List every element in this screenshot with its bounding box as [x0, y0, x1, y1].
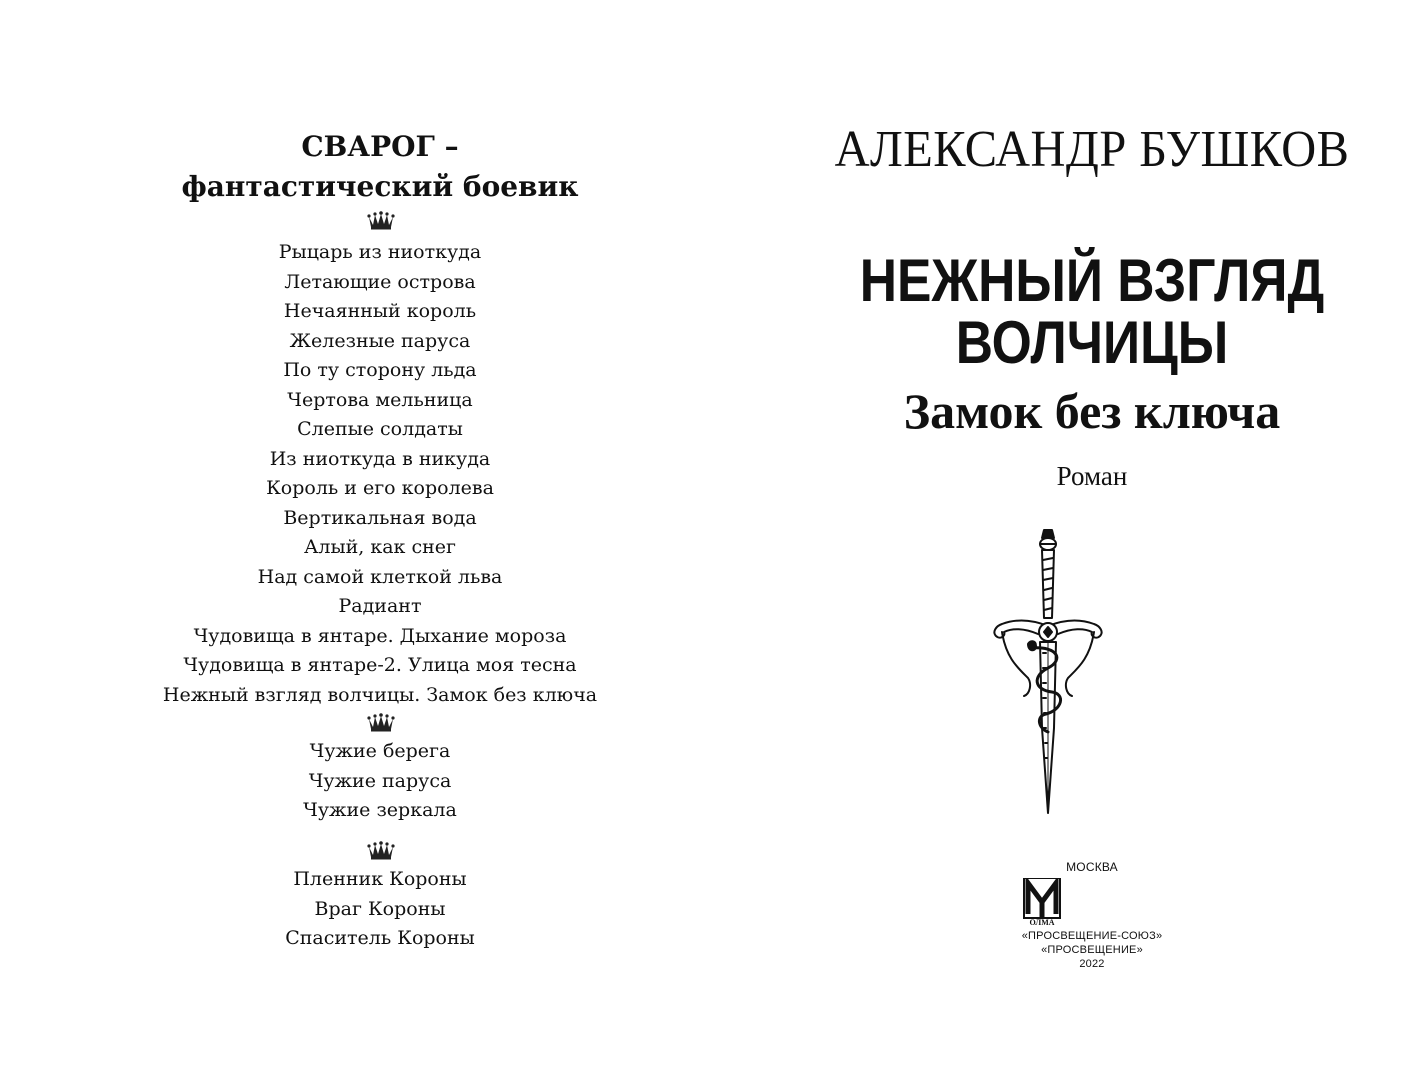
imprint-publisher-line-2: «ПРОСВЕЩЕНИЕ»: [1041, 944, 1143, 956]
imprint-publisher-line-1: «ПРОСВЕЩЕНИЕ-СОЮЗ»: [1021, 930, 1163, 942]
series-title-line-1: СВАРОГ –: [301, 130, 459, 163]
list-item: Враг Короны: [314, 897, 446, 920]
list-item: Железные паруса: [289, 329, 471, 352]
list-item: Чертова мельница: [287, 388, 473, 411]
list-item: Пленник Короны: [293, 868, 467, 890]
alien-series-list: [0, 737, 760, 826]
list-item: Радиант: [338, 595, 422, 617]
series-title-line-2: фантастический боевик: [181, 170, 579, 203]
list-item: Чужие берега: [309, 740, 451, 762]
main-series-list: [0, 238, 760, 710]
book-title-line-1: НЕЖНЫЙ ВЗГЛЯД: [859, 247, 1325, 314]
book-subtitle: Замок без ключа: [903, 383, 1281, 439]
list-item: Чудовища в янтаре. Дыхание мороза: [193, 624, 567, 647]
dagger-icon: [988, 528, 1108, 818]
book-title-line-2: ВОЛЧИЦЫ: [955, 309, 1229, 376]
list-item: По ту сторону льда: [283, 359, 477, 381]
genre-label: Роман: [1056, 461, 1128, 491]
imprint-city: МОСКВА: [1066, 860, 1118, 874]
crown-series-list: [0, 865, 760, 954]
list-item: Из ниоткуда в никуда: [269, 447, 491, 470]
right-page: [760, 0, 1424, 1080]
list-item: Чужие паруса: [308, 769, 452, 792]
list-item: Нежный взгляд волчицы. Замок без ключа: [162, 683, 598, 706]
publisher-logo-icon: [1018, 878, 1066, 926]
crown-icon: [366, 713, 396, 733]
crown-icon: [366, 841, 396, 861]
imprint-year: 2022: [1079, 958, 1105, 970]
author-name: АЛЕКСАНДР БУШКОВ: [834, 121, 1350, 178]
crown-icon: [366, 211, 396, 231]
list-item: Чудовища в янтаре-2. Улица моя тесна: [183, 654, 577, 676]
list-item: Летающие острова: [284, 270, 476, 293]
list-item: Нечаянный король: [283, 300, 477, 322]
list-item: Король и его королева: [266, 477, 494, 499]
list-item: Спаситель Короны: [285, 927, 475, 949]
list-item: Рыцарь из ниоткуда: [278, 241, 482, 263]
list-item: Над самой клеткой льва: [257, 565, 503, 588]
publisher-logo-letters: ОЛМА: [1029, 918, 1055, 926]
list-item: Чужие зеркала: [303, 799, 457, 821]
list-item: Слепые солдаты: [297, 418, 463, 440]
list-item: Алый, как снег: [304, 536, 456, 558]
list-item: Вертикальная вода: [283, 506, 477, 529]
